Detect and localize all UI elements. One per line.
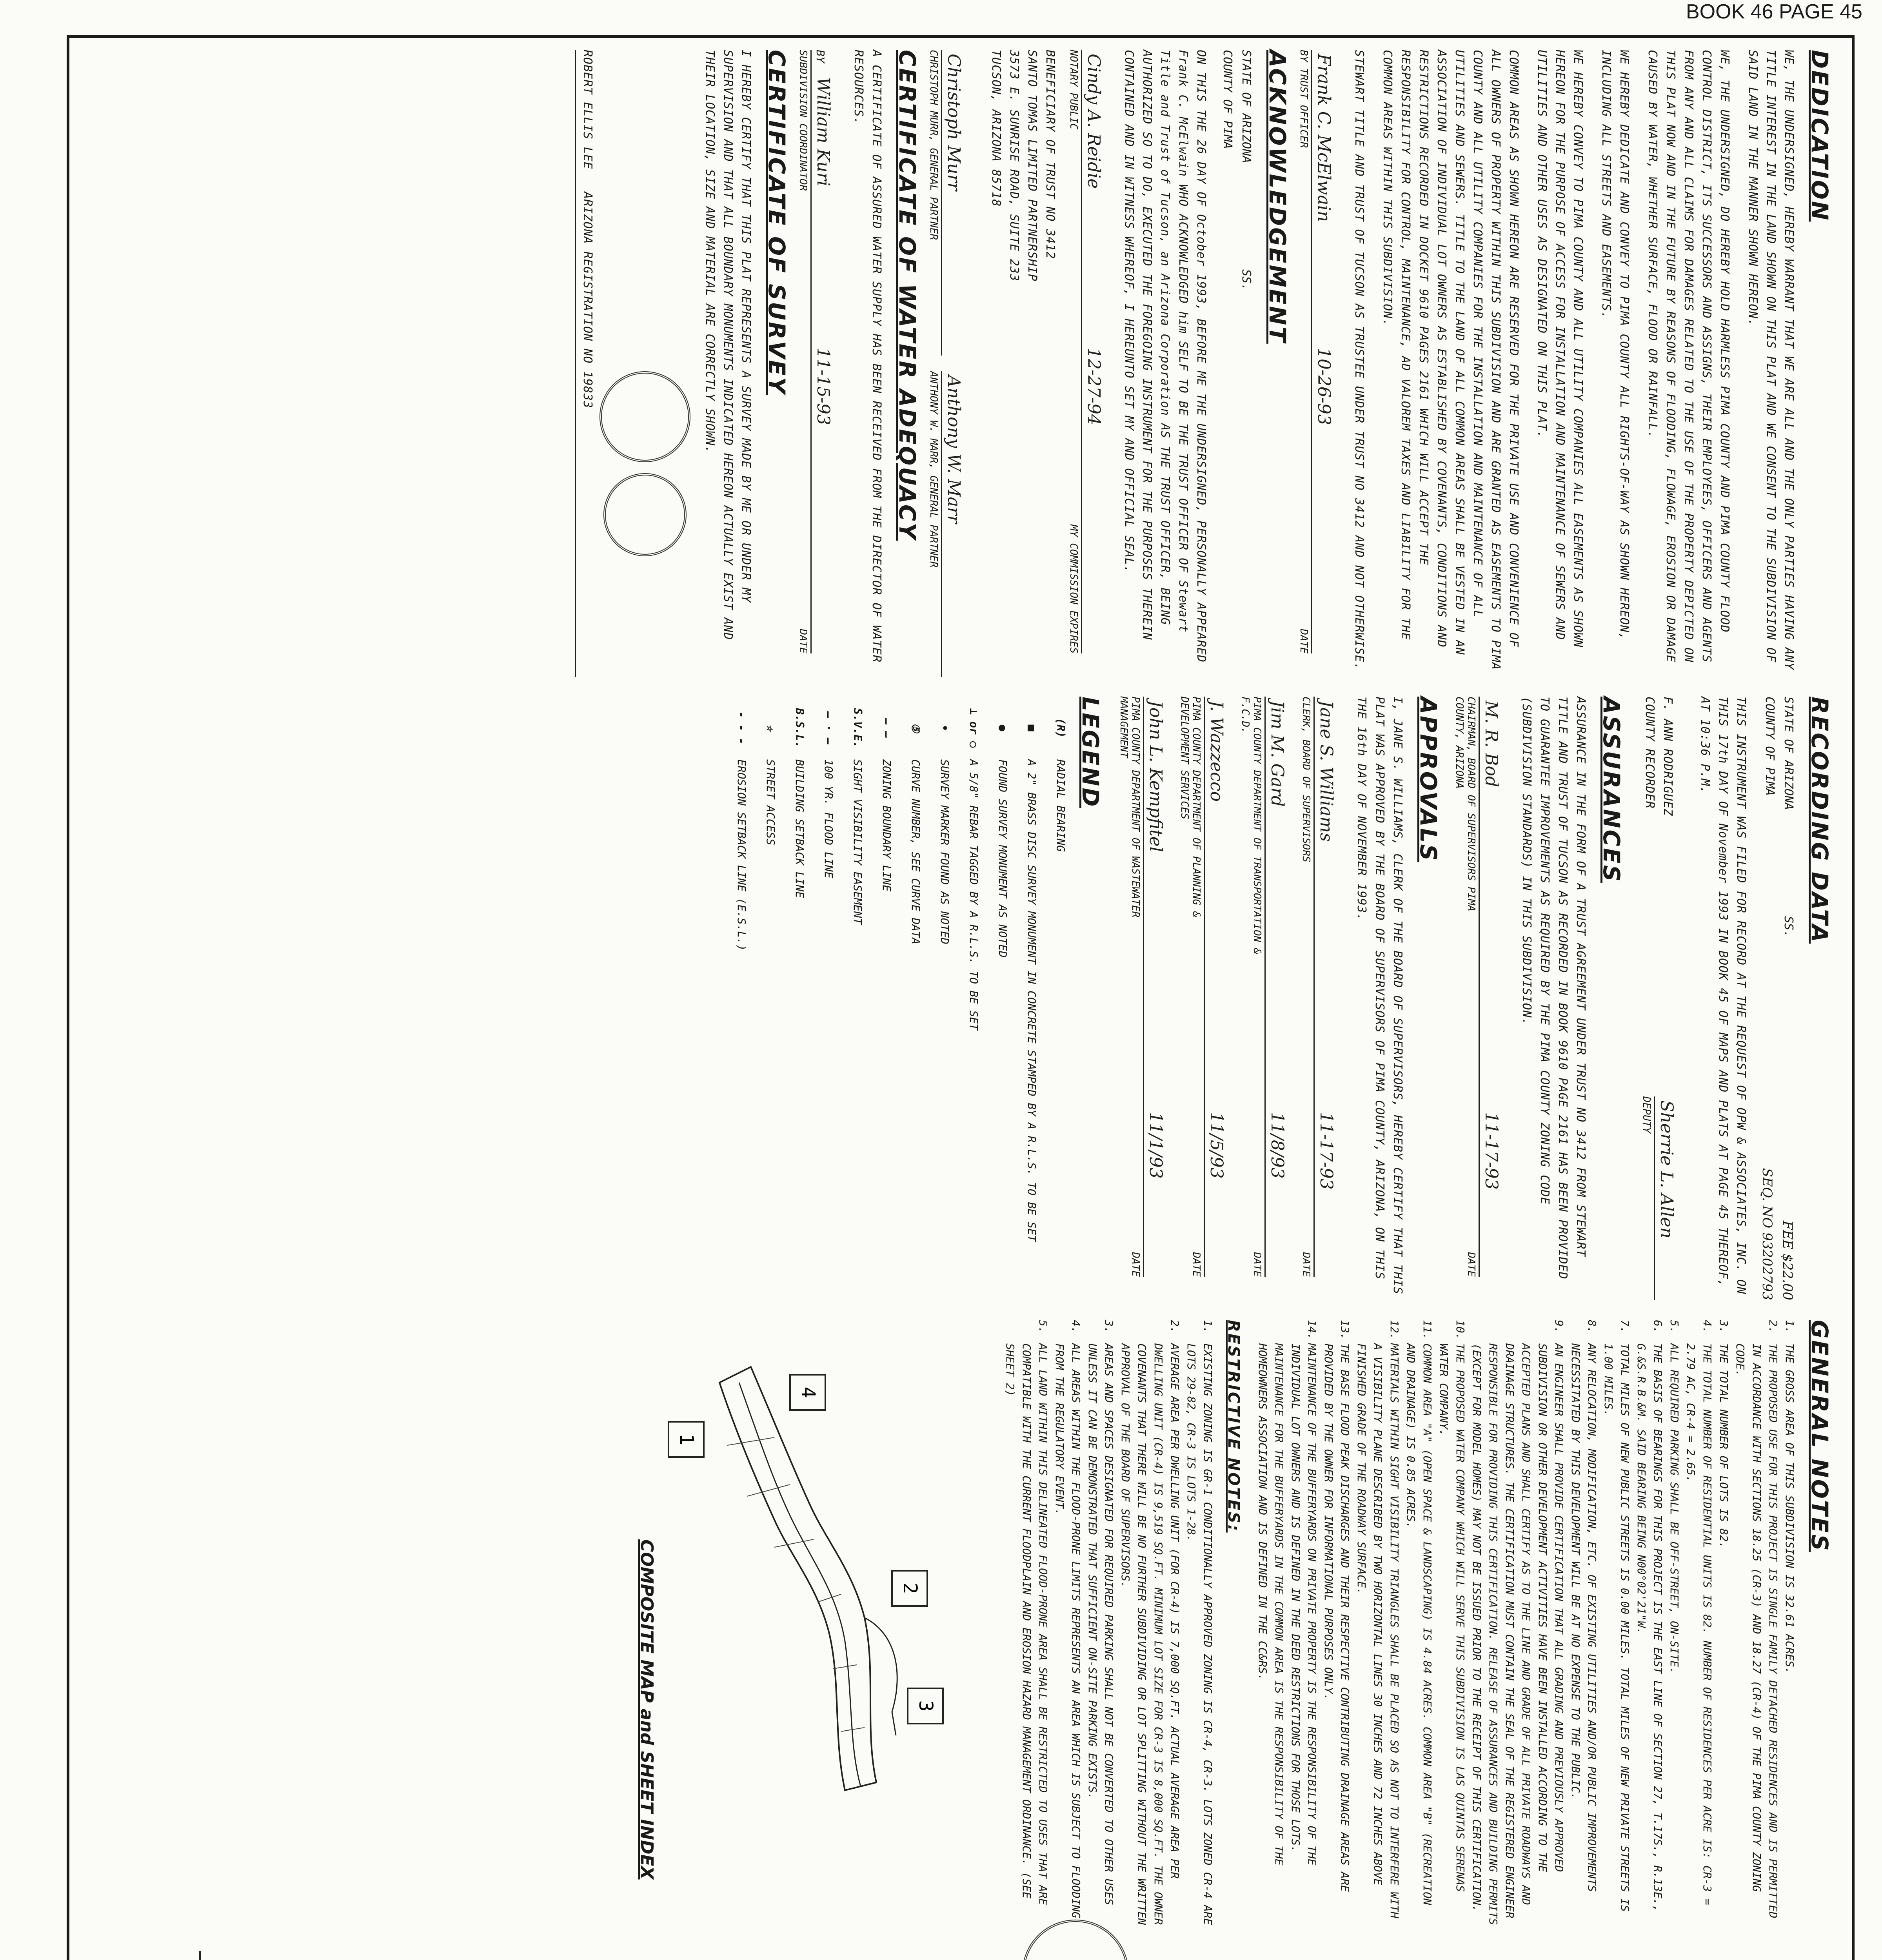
dedication-heading: DEDICATION: [1806, 50, 1833, 222]
note-text: MATERIALS WITHIN SIGHT VISIBILITY TRIANGLES SHALL BE PLACED SO AS NOT TO INTERFERE WITH A VISIBILITY PLANE DESCRIBED BY TWO HORIZONTAL LINES 30 INCHES AND 72 INCHES ABOVE FINISHED GRADE OF THE ROADWAY SURFACE.: [1355, 1343, 1401, 1925]
location-caption: [1268, 1951, 1315, 1960]
location-scale: [1250, 1951, 1268, 1960]
dedication-column: [81, 50, 1840, 677]
water-role: SUBDIVISION COORDINATOR: [797, 50, 809, 191]
recorder-block: [1640, 697, 1677, 816]
legend-text: FOUND SURVEY MONUMENT AS NOTED: [996, 759, 1009, 958]
approval-date-label: DATE: [1130, 1252, 1141, 1277]
firm-block: [81, 1951, 201, 1960]
restrictive-notes-heading: RESTRICTIVE NOTES:: [1224, 1320, 1243, 1533]
composite-map: [594, 1320, 994, 1931]
notary-caption: [1068, 50, 1079, 677]
legend-text: CURVE NUMBER, SEE CURVE DATA: [909, 759, 922, 945]
approval-role: CLERK, BOARD OF SUPERVISORS: [1300, 697, 1312, 862]
notary-label: NOTARY PUBLIC: [1068, 50, 1079, 130]
legend-symbol: ●: [996, 724, 1009, 731]
partner-signatures: [928, 50, 977, 677]
restrictive-notes-item: [1117, 1320, 1183, 1931]
date-label: DATE: [1298, 629, 1310, 653]
dedication-paragraph-3: WE HEREBY DEDICATE AND CONVEY TO PIMA COUNTY ALL RIGHTS-OF-WAY AS SHOWN HEREON, INCLUDING ALL STREETS AND EASEMENTS.: [1599, 50, 1631, 648]
approvals-body: I, JANE S. WILLIAMS, CLERK OF THE BOARD OF SUPERVISORS, HEREBY CERTIFY THAT THIS PLAT WAS APPROVED BY THE BOARD OF SUPERVISORS OF PIMA COUNTY, ARIZONA, ON THIS THE 16th DAY OF NOVEMBER 1993.: [1355, 697, 1404, 1302]
restrictive-notes-list: [1002, 1320, 1216, 1931]
note-text: THE PROPOSED USE FOR THIS PROJECT IS SINGLE FAMILY DETACHED RESIDENCES AND IS PERMITTED IN ACCORDANCE WITH SECTIONS 18.25 (CR-3) AND 18.27 (CR-4) OF THE PIMA COUNTY ZONING CODE.: [1734, 1343, 1780, 1925]
recorder-row: [1640, 697, 1686, 1300]
trust-officer-signature-line: [1311, 50, 1340, 653]
assurances-heading: ASSURANCES: [1598, 697, 1625, 883]
water-heading: CERTIFICATE OF WATER ADEQUACY: [894, 50, 921, 541]
assurance-signature-line: [1479, 697, 1507, 1277]
approval-row: [1179, 697, 1232, 1300]
approval-role: PIMA COUNTY DEPARTMENT OF WASTEWATER MANAGEMENT: [1118, 697, 1141, 918]
note-text: THE TOTAL NUMBER OF RESIDENTIAL UNITS IS 82. NUMBER OF RESIDENCES PER ACRE IS: CR-3 = 2.79 AC, CR-4 = 2.65.: [1684, 1343, 1714, 1912]
approval-date: 11/5/93: [1206, 1112, 1226, 1179]
title-block: [974, 1951, 1133, 1960]
legend-heading: LEGEND: [1077, 697, 1104, 808]
survey-body: I HEREBY CERTIFY THAT THIS PLAT REPRESENTS A SURVEY MADE BY ME OR UNDER MY SUPERVISION AND THAT ALL BOUNDARY MONUMENTS INDICATED HEREON ACTUALLY EXIST AND THEIR LOCATION, SIZE AND MATERIAL ARE CORRECTLY SHOWN.: [703, 50, 753, 648]
legend-symbol: ⑤: [909, 723, 922, 733]
general-notes-item: [1633, 1320, 1666, 1931]
corner-book-stamp: BOOK 46 PAGE 45: [1686, 0, 1862, 23]
drainage-channel: [865, 1618, 897, 1735]
sheet-number-1: 1: [676, 1434, 698, 1445]
water-signature-line: [810, 50, 839, 653]
note-number: 10.: [1454, 1320, 1467, 1340]
note-number: 1.: [1783, 1320, 1796, 1333]
note-number: 7.: [1619, 1320, 1631, 1333]
ack-state: STATE OF ARIZONA: [1239, 50, 1253, 163]
assurances-body: ASSURANCE IN THE FORM OF A TRUST AGREEMENT UNDER TRUST NO 3412 FROM STEWART TITLE AND TRUST OF TUCSON AS RECORDED IN BOOK 9610 PAGE 2161 HAS BEEN PROVIDED TO GUARANTEE IMPROVEMENTS AS REQUIRED BY THE PIMA COUNTY ZONING CODE (SUBDIVISION STANDARDS) IN THIS SUBDIVISION.: [1520, 697, 1588, 1287]
legend-text: SIGHT VISIBILITY EASEMENT: [851, 759, 864, 925]
recorder-name: F. ANN RODRIGUEZ: [1661, 697, 1675, 816]
legend-text: STREET ACCESS: [764, 759, 777, 846]
approval-signature-line: [1204, 697, 1232, 1277]
legend-symbol: ☆: [764, 724, 777, 731]
legend-item: [966, 697, 981, 1300]
sequence-number: SEQ. NO 93202793: [1759, 1168, 1775, 1300]
restrictive-notes-item: [1051, 1320, 1084, 1931]
restrictive-notes-item: [1183, 1320, 1216, 1931]
dedication-paragraph-1: WE, THE UNDERSIGNED, HEREBY WARRANT THAT WE ARE ALL AND THE ONLY PARTIES HAVING ANY TITLE INTEREST IN THE LAND SHOWN ON THIS PLAT AND WE CONSENT TO THE SUBDIVISION OF SAID LAND IN THE MANNER SHOWN HEREON.: [1746, 50, 1796, 678]
trust-officer-signature: Frank C. McElwain: [1314, 54, 1334, 222]
book-page-row: [81, 1951, 125, 1960]
approval-date-label: DATE: [1251, 1252, 1263, 1277]
general-notes-item: [1666, 1320, 1682, 1931]
general-notes-item: [1320, 1320, 1353, 1931]
by-label: BY: [1298, 50, 1310, 62]
note-number: 5.: [1668, 1320, 1681, 1333]
legend-text: 100 YR. FLOOD LINE: [822, 759, 835, 878]
water-by-label: BY: [814, 50, 827, 63]
surveyor-signature-line: ROBERT ELLIS LEE ARIZONA REGISTRATION NO 19833: [575, 50, 596, 677]
partner-1-label: CHRISTOPH MURR, GENERAL PARTNER: [928, 50, 939, 240]
legend-symbol: — · —: [822, 711, 835, 745]
approval-role: PIMA COUNTY DEPARTMENT OF TRANSPORTATION & F.C.D.: [1239, 697, 1263, 955]
composite-map-title: COMPOSITE MAP and SHEET INDEX: [637, 1539, 657, 1880]
partner-1-line: [941, 50, 970, 356]
restrictive-notes-item: [1002, 1320, 1051, 1931]
legend-list: [734, 697, 1068, 1300]
fee-block: [1757, 1168, 1798, 1300]
trust-officer-caption: [1298, 50, 1310, 677]
recorder-role: COUNTY RECORDER: [1643, 697, 1657, 809]
dedication-paragraph-4: WE HEREBY CONVEY TO PIMA COUNTY AND ALL UTILITY COMPANIES ALL EASEMENTS AS SHOWN HEREON FOR THE PURPOSE OF ACCESS FOR INSTALLATION AND MAINTENANCE OF SEWERS AND UTILITIES AND OTHER USES AS DESIGNATED ON THIS PLAT.: [1535, 50, 1585, 655]
drawing-frame: [67, 35, 1855, 1960]
note-number: 6.: [1651, 1320, 1664, 1333]
assurance-date-label: DATE: [1465, 1252, 1477, 1277]
legend-item: [995, 697, 1010, 1300]
legend-item: [1024, 697, 1039, 1300]
interior-street: [739, 1383, 861, 1786]
recording-column: [81, 697, 1840, 1300]
note-text: ANY RELOCATION, MODIFICATION, ETC. OF EXISTING UTILITIES AND/OR PUBLIC IMPROVEMENTS NECESSITATED BY THIS DEVELOPMENT WILL BE AT NO EXPENSE TO THE PUBLIC.: [1569, 1343, 1599, 1899]
general-notes-item: [1682, 1320, 1715, 1931]
composite-map-drawing: [641, 1320, 994, 1908]
approval-row: [1118, 697, 1172, 1300]
approval-date: 11/8/93: [1267, 1112, 1287, 1179]
legend-text: A 2" BRASS DISC SURVEY MONUMENT IN CONCRETE STAMPED BY A R.L.S. TO BE SET: [1025, 759, 1038, 1242]
note-text: THE PROPOSED WATER COMPANY WHICH WILL SERVE THIS SUBDIVISION IS LAS QUINTAS SERENAS WATER COMPANY.: [1437, 1343, 1467, 1899]
recording-header-row: [1757, 697, 1798, 1300]
legend-item: [879, 697, 894, 1300]
beneficiary-block: BENEFICIARY OF TRUST NO 3412 SANTO TOMAS LIMITED PARTNERSHIP 3573 E. SUNRISE ROAD, SUITE 233 TUCSON, ARIZONA 85718: [989, 50, 1057, 281]
note-text: ALL AREAS WITHIN THE FLOOD-PRONE LIMITS REPRESENTS AN AREA WHICH IS SUBJECT TO FLOODING FROM THE REGULATORY EVENT.: [1053, 1343, 1083, 1925]
legend-item: [763, 697, 778, 1300]
legend-symbol: - - -: [735, 711, 748, 745]
note-number: 9.: [1553, 1320, 1566, 1333]
note-text: COMMON AREA "A" (OPEN SPACE & LANDSCAPING) IS 4.84 ACRES. COMMON AREA "B" (RECREATION AND DRAINAGE) IS 0.85 ACRES.: [1404, 1343, 1434, 1912]
legend-item: [821, 697, 836, 1300]
legend-item: [792, 697, 807, 1300]
recording-fee: FEE $22.00: [1780, 1220, 1795, 1300]
rec-county: COUNTY OF PIMA: [1763, 697, 1777, 796]
ack-state-row: [1237, 50, 1255, 677]
approval-date-label: DATE: [1300, 1252, 1312, 1277]
ack-county-row: [1218, 50, 1237, 677]
legend-text: ZONING BOUNDARY LINE: [880, 759, 893, 892]
note-number: 2.: [1168, 1320, 1181, 1333]
legend-text: SURVEY MARKER FOUND AS NOTED: [938, 759, 951, 945]
water-signature: William Kuri: [813, 77, 833, 187]
notary-signature-line: [1081, 50, 1110, 653]
sheet-number-2: 2: [899, 1583, 921, 1594]
rec-state: STATE OF ARIZONA: [1782, 697, 1795, 810]
note-number: 4.: [1701, 1320, 1714, 1333]
legend-item: [937, 697, 952, 1300]
rec-county-row: [1760, 697, 1779, 937]
note-text: AVERAGE AREA PER DWELLING UNIT (FOR CR-4) IS 7,000 SQ.FT. ACTUAL AVERAGE AREA PER DWELLING UNIT (CR-4) IS 9,519 SQ.FT. MINIMUM LOT SIZE FOR CR-3 IS 8,000 SQ.FT. THE OWNER COVENANTS THAT THERE WILL BE NO FURTHER SUBDIVIDING OR LOT SPLITTING WITHOUT THE WRITTEN APPROVAL OF THE BOARD OF SUPERVISORS.: [1119, 1343, 1181, 1932]
general-notes-item: [1353, 1320, 1402, 1931]
assurance-date: 11-17-93: [1481, 1112, 1501, 1190]
legend-item: [908, 697, 923, 1300]
rec-state-row: [1779, 697, 1798, 937]
assurance-role: CHAIRMAN, BOARD OF SUPERVISORS PIMA COUNTY, ARIZONA: [1453, 697, 1477, 911]
note-text: AN ENGINEER SHALL PROVIDE CERTIFICATION THAT ALL GRADING AND PREVIOUSLY APPROVED SUBDIVISION OR OTHER DEVELOPMENT ACTIVITIES HAVE BEEN INSTALLED ACCORDING TO THE ACCEPTED PLANS AND SHALL CERTIFY AS TO THE LINE AND GRADE OF ALL PRIVATE ROADWAYS AND DRAINAGE STRUCTURES. THE CERTIFICATION MUST CONTAIN THE SEAL OF THE REGISTERED ENGINEER RESPONSIBLE FOR PROVIDING THIS CERTIFICATION. RELEASE OF ASSURANCES AND BUILDING PERMITS (EXCEPT FOR MODEL HOMES) MAY NOT BE ISSUED PRIOR TO THE RECEIPT OF THIS CERTIFICATION.: [1470, 1343, 1566, 1932]
general-notes-item: [1402, 1320, 1435, 1931]
recording-body: THIS INSTRUMENT WAS FILED FOR RECORD AT THE REQUEST OF OPW & ASSOCIATES, INC. ON THIS 17th DAY OF November 1993 IN BOOK 45 OF MAPS AND PLATS AT PAGE 45 THEREOF, AT 10:36 P.M.: [1698, 697, 1748, 1302]
general-notes-item: [1567, 1320, 1600, 1931]
note-text: AREAS AND SPACES DESIGNATED FOR REQUIRED PARKING SHALL NOT BE CONVERTED TO OTHER USES UNLESS IT CAN BE DEMONSTRATED THAT SUFFICIENT ON-SITE PARKING EXISTS.: [1086, 1343, 1115, 1912]
note-text: ALL REQUIRED PARKING SHALL BE OFF-STREET, ON-SITE.: [1668, 1343, 1681, 1674]
commission-expiry: 12-27-94: [1084, 348, 1104, 425]
approval-caption: [1118, 697, 1141, 1300]
water-body: A CERTIFICATE OF ASSURED WATER SUPPLY HAS BEEN RECEIVED FROM THE DIRECTOR OF WATER RESOURCES.: [852, 50, 883, 670]
firm-row: [125, 1951, 199, 1960]
assurance-caption: [1453, 697, 1477, 1300]
ack-county: COUNTY OF PIMA: [1221, 50, 1234, 149]
title-column: [81, 1951, 1840, 1960]
general-notes-heading: GENERAL NOTES: [1806, 1320, 1833, 1552]
note-number: 2.: [1767, 1320, 1780, 1333]
note-number: 11.: [1421, 1320, 1434, 1340]
note-text: ALL LAND WITHIN THIS DELINEATED FLOOD-PRONE AREA SHALL BE RESTRICTED TO USES THAT ARE COMPATIBLE WITH THE CURRENT FLOODPLAIN AND EROSION HAZARD MANAGEMENT ORDINANCE. (SEE SHEET 2): [1004, 1343, 1050, 1912]
note-text: THE BASE FLOOD PEAK DISCHARGES AND THEIR RESPECTIVE CONTRIBUTING DRAINAGE AREAS ARE PROVIDED BY THE OWNER FOR INFORMATIONAL PURPOSES ONLY.: [1322, 1343, 1352, 1899]
expires-label: MY COMMISSION EXPIRES: [1068, 524, 1079, 653]
approval-row: [1239, 697, 1293, 1300]
approval-signature: Jim M. Gard: [1267, 701, 1287, 807]
trust-officer-date: 10-26-93: [1314, 348, 1334, 425]
legend-item: [850, 697, 865, 1300]
water-date: 11-15-93: [813, 348, 833, 425]
general-notes-list: [1254, 1320, 1798, 1931]
note-number: 5.: [1037, 1320, 1050, 1333]
approval-date: 11/1/93: [1146, 1112, 1166, 1179]
note-number: 14.: [1306, 1320, 1319, 1340]
deputy-block: [1640, 1096, 1686, 1300]
ack-ss: SS.: [1239, 269, 1253, 291]
approval-rows: [1118, 697, 1342, 1300]
note-text: THE TOTAL NUMBER OF LOTS IS 82.: [1717, 1343, 1730, 1548]
approval-date-label: DATE: [1190, 1252, 1202, 1277]
approval-caption: [1179, 697, 1202, 1300]
partner-2: [928, 371, 977, 677]
note-number: 12.: [1388, 1320, 1401, 1340]
recording-heading: RECORDING DATA: [1806, 697, 1833, 944]
company-seal: [603, 473, 687, 556]
note-number: 3.: [1717, 1320, 1730, 1333]
legend-text: EROSION SETBACK LINE (E.S.L.): [735, 759, 748, 951]
approval-caption: [1239, 697, 1263, 1300]
dedication-paragraph-5: COMMON AREAS AS SHOWN HEREON ARE RESERVED FOR THE PRIVATE USE AND CONVENIENCE OF ALL OWNERS OF PROPERTY WITHIN THIS SUBDIVISION AND ARE GRANTED AS EASEMENTS TO PIMA COUNTY AND ALL UTILITY COMPANIES FOR THE INSTALLATION AND MAINTENANCE OF ALL UTILITIES AND SEWERS. TITLE TO THE LAND OF ALL COMMON AREAS SHALL BE VESTED IN AN ASSOCIATION OF INDIVIDUAL LOT OWNERS AS ESTABLISHED BY COVENANTS, CONDITIONS AND RESTRICTIONS RECORDED IN DOCKET 9610 PAGES 2161 WHICH WILL ACCEPT THE RESPONSIBILITY FOR CONTROL, MAINTENANCE, AD VALOREM TAXES AND LIABILITY FOR THE COMMON AREAS WITHIN THIS SUBDIVISION.: [1381, 50, 1520, 678]
approvals-heading: APPROVALS: [1415, 697, 1442, 862]
note-number: 13.: [1339, 1320, 1352, 1340]
acknowledgement-heading: ACKNOWLEDGEMENT: [1264, 50, 1291, 344]
approval-date: 11-17-93: [1316, 1112, 1336, 1190]
note-number: 1.: [1201, 1320, 1214, 1333]
deputy-label: DEPUTY: [1640, 1096, 1652, 1133]
general-notes-item: [1435, 1320, 1468, 1931]
note-text: THE GROSS AREA OF THIS SUBDIVISION IS 32.61 ACRES.: [1783, 1343, 1796, 1674]
approval-role: PIMA COUNTY DEPARTMENT OF PLANNING & DEVELOPMENT SERVICES: [1179, 697, 1202, 918]
trustee-statement: STEWART TITLE AND TRUST OF TUCSON AS TRUSTEE UNDER TRUST NO 3412 AND NOT OTHERWISE.: [1352, 50, 1366, 670]
location-map-drawing: [1401, 1951, 1840, 1960]
approval-row: [1300, 697, 1342, 1300]
dedication-paragraph-2: WE, THE UNDERSIGNED, DO HEREBY HOLD HARMLESS PIMA COUNTY AND PIMA COUNTY FLOOD CONTROL DISTRICT, ITS SUCCESSORS AND ASSIGNS, THEIR EMPLOYEES, OFFICERS AND AGENTS FROM ANY AND ALL CLAIMS FOR DAMAGES RELATED TO THE USE OF THE PROPERTY DEPICTED ON THIS PLAT NOW AND IN THE FUTURE BY REASONS OF FLOODING, FLOWAGE, EROSION OR DAMAGE CAUSED BY WATER, WHETHER SURFACE, FLOOD OR RAINFALL.: [1646, 50, 1731, 670]
legend-symbol: •: [938, 724, 951, 731]
approval-signature-line: [1313, 697, 1342, 1277]
approval-signature-line: [1143, 697, 1172, 1277]
general-notes-item: [1781, 1320, 1798, 1931]
legend-symbol: (R): [1054, 718, 1067, 738]
legend-symbol: ⊥ or ○: [967, 708, 980, 748]
note-text: TOTAL MILES OF NEW PUBLIC STREETS IS 0.00 MILES. TOTAL MILES OF NEW PRIVATE STREETS IS 1.00 MILES.: [1602, 1343, 1631, 1918]
legend-symbol: ■: [1025, 724, 1038, 731]
partner-2-label: ANTHONY W. MARR, GENERAL PARTNER: [928, 371, 939, 568]
surveyor-seal-area: [596, 50, 690, 677]
location-map: [1315, 1951, 1840, 1960]
general-notes-item: [1468, 1320, 1567, 1931]
note-number: 4.: [1070, 1320, 1083, 1333]
water-date-label: DATE: [797, 629, 809, 653]
sheet-number-3: 3: [915, 1700, 937, 1712]
ack-body: ON THIS THE 26 DAY OF October 1993, BEFORE ME THE UNDERSIGNED, PERSONALLY APPEARED Frank C. McElwain WHO ACKNOWLEDGED him SELF TO BE THE TRUST OFFICER OF Stewart Title and Trust of Tucson, an Arizona Corporation AS THE TRUST OFFICER, BEING AUTHORIZED SO TO DO, EXECUTED THE FOREGOING INSTRUMENT FOR THE PURPOSES THEREIN CONTAINED AND IN WITNESS WHEREOF, I HEREUNTO SET MY AND OFFICIAL SEAL.: [1122, 50, 1208, 670]
deputy-line: [1654, 1096, 1679, 1300]
water-caption: [797, 50, 809, 677]
partner-1: [928, 50, 977, 356]
notes-column: [81, 1320, 1840, 1931]
rec-ss: SS.: [1782, 916, 1795, 938]
survey-heading: CERTIFICATE OF SURVEY: [763, 50, 790, 396]
note-text: EXISTING ZONING IS GR-1 CONDITIONALLY APPROVED ZONING IS CR-4, CR-3. LOTS ZONED CR-4 ARE LOTS 29-82, CR-3 IS LOTS 1-28.: [1185, 1343, 1214, 1932]
notary-signature: Cindy A. Reidie: [1084, 54, 1104, 189]
partner-2-signature: Anthony W. Marr: [944, 375, 964, 524]
assurance-signature: M. R. Bod: [1481, 701, 1501, 788]
general-notes-item: [1715, 1320, 1732, 1931]
legend-symbol: S.V.E.: [851, 708, 864, 748]
deputy-signature: Sherrie L. Allen: [1657, 1100, 1677, 1239]
note-number: 8.: [1586, 1320, 1599, 1333]
note-number: 3.: [1103, 1320, 1115, 1333]
legend-symbol: B.S.L.: [793, 708, 806, 748]
legend-text: A 5/8" REBAR TAGGED BY A R.L.S. TO BE SET: [967, 759, 980, 1031]
approval-signature: J. Wazzecco: [1206, 701, 1226, 802]
approval-signature: John L. Kempfitel: [1146, 701, 1166, 852]
partner-1-signature: Christoph Murr: [944, 54, 964, 191]
general-notes-item: [1732, 1320, 1781, 1931]
legend-text: RADIAL BEARING: [1054, 759, 1067, 852]
legend-item: [1053, 697, 1068, 1300]
surveyor-seal: [599, 371, 690, 462]
restrictive-notes-item: [1084, 1320, 1117, 1931]
approval-caption: [1300, 697, 1312, 1300]
legend-text: BUILDING SETBACK LINE: [793, 759, 806, 898]
subdivision-outline: [719, 1367, 876, 1790]
approval-signature-line: [1264, 697, 1293, 1277]
legend-symbol: — —: [880, 718, 893, 738]
approval-signature: Jane S. Williams: [1316, 701, 1336, 842]
note-text: THE BASIS OF BEARINGS FOR THIS PROJECT IS THE EAST LINE OF SECTION 27, T.17S., R.13E., G.&S.R.B.&M. SAID BEARING BEING N00°02'21"W.: [1635, 1343, 1664, 1918]
trust-officer-role: TRUST OFFICER: [1298, 68, 1310, 148]
legend-item: [734, 697, 749, 1300]
sheet-number-4: 4: [797, 1387, 819, 1398]
partner-2-line: [941, 371, 970, 677]
general-notes-item: [1600, 1320, 1633, 1931]
note-text: MAINTENANCE OF THE BUFFERYARDS ON PRIVATE PROPERTY IS THE RESPONSIBILITY OF THE INDIVIDUAL LOT OWNERS AND IS DEFINED IN THE DEED RESTRICTIONS FOR THOSE LOTS. MAINTENANCE FOR THE BUFFERYARDS IN THE COMMON AREA IS THE RESPONSIBILITY OF THE HOMEOWNERS ASSOCIATION AND IS DEFINED IN THE CC&RS.: [1256, 1343, 1319, 1872]
general-notes-item: [1254, 1320, 1320, 1931]
lot-lines: [727, 1437, 865, 1731]
